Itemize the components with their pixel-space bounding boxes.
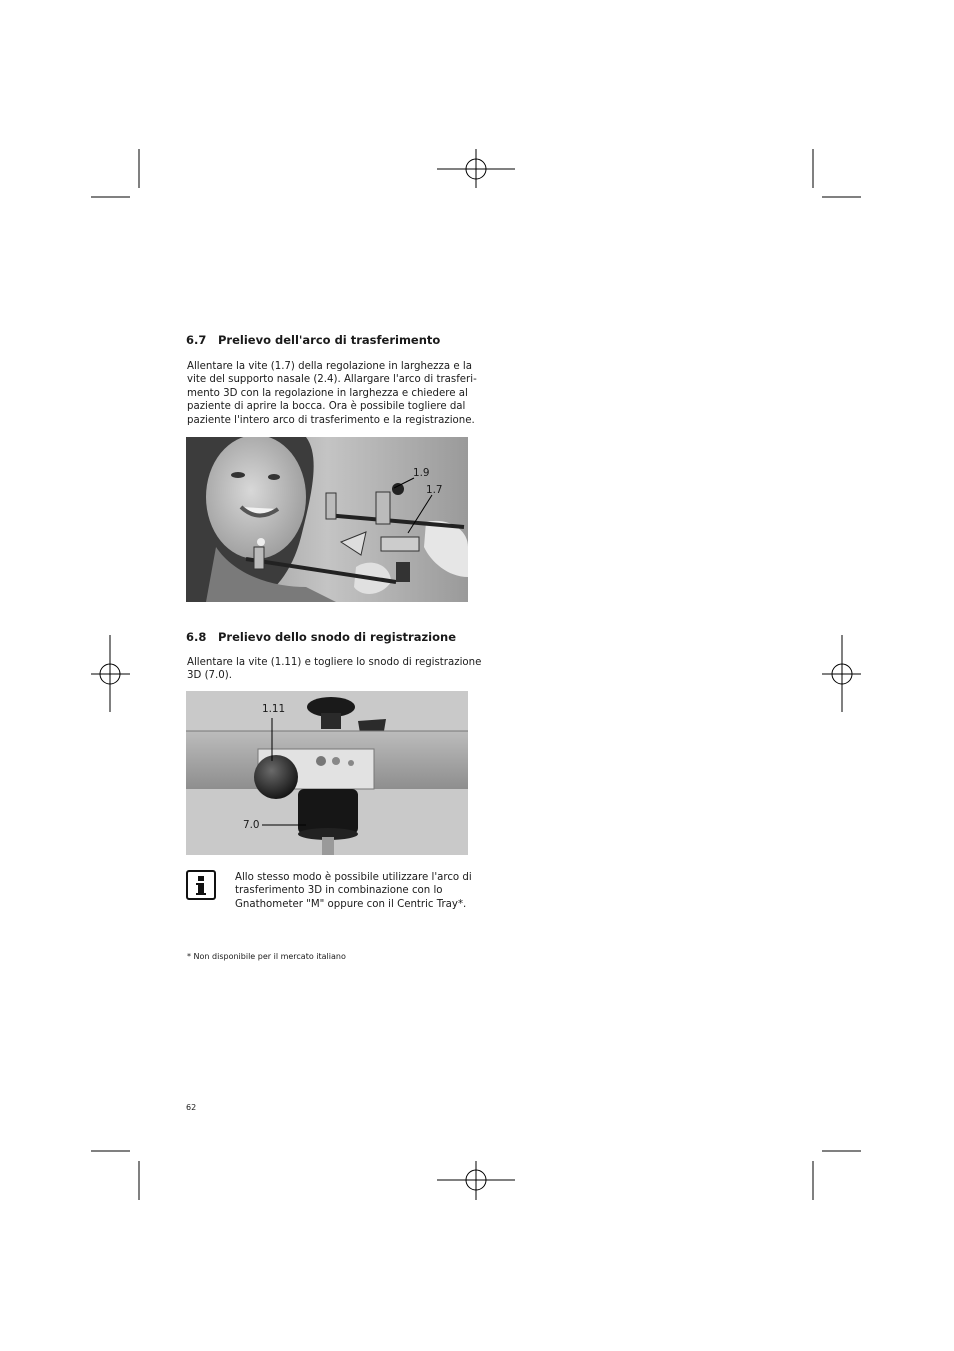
section-title: Prelievo dell'arco di trasferimento [218,333,441,347]
info-line: Gnathometer "M" oppure con il Centric Tray*. [235,898,467,910]
body-line: paziente l'intero arco di trasferimento e la registrazione. [187,414,475,426]
section-6-8-body [187,656,481,683]
body-line: Allentare la vite (1.11) e togliere lo snodo di registrazione [187,657,482,668]
page-number: 62 [186,1103,197,1112]
callout-label: 7.0 [243,819,260,831]
body-line: 3D (7.0). [187,670,232,682]
section-heading-6-8 [186,630,456,644]
section-heading-6-7 [186,333,440,347]
body-line: paziente di aprire la bocca. Ora è possibile togliere dal [187,401,466,413]
photo-facebow-removal [186,437,468,602]
body-line: Allentare la vite (1.7) della regolazione in larghezza e la [187,361,472,372]
info-line: trasferimento 3D in combinazione con lo [235,885,443,897]
photo-registration-joint [186,691,468,855]
callout-label: 1.7 [426,484,443,496]
callout-label: 1.11 [262,703,286,715]
photo-illustration [186,437,468,602]
callout-label: 1.9 [413,467,430,479]
photo-illustration [186,691,468,855]
section-number: 6.8 [186,630,207,644]
footnote: * Non disponibile per il mercato italiano [187,952,346,961]
info-line: Allo stesso modo è possibile utilizzare l'arco di [235,872,472,883]
section-number: 6.7 [186,333,207,347]
body-line: mento 3D con la regolazione in larghezza e chiedere al [187,387,468,399]
section-title: Prelievo dello snodo di registrazione [218,630,456,644]
info-note-text [235,871,472,911]
body-line: vite del supporto nasale (2.4). Allargare l'arco di trasferi- [187,374,477,386]
section-6-7-body [187,360,477,427]
info-icon [186,870,216,900]
